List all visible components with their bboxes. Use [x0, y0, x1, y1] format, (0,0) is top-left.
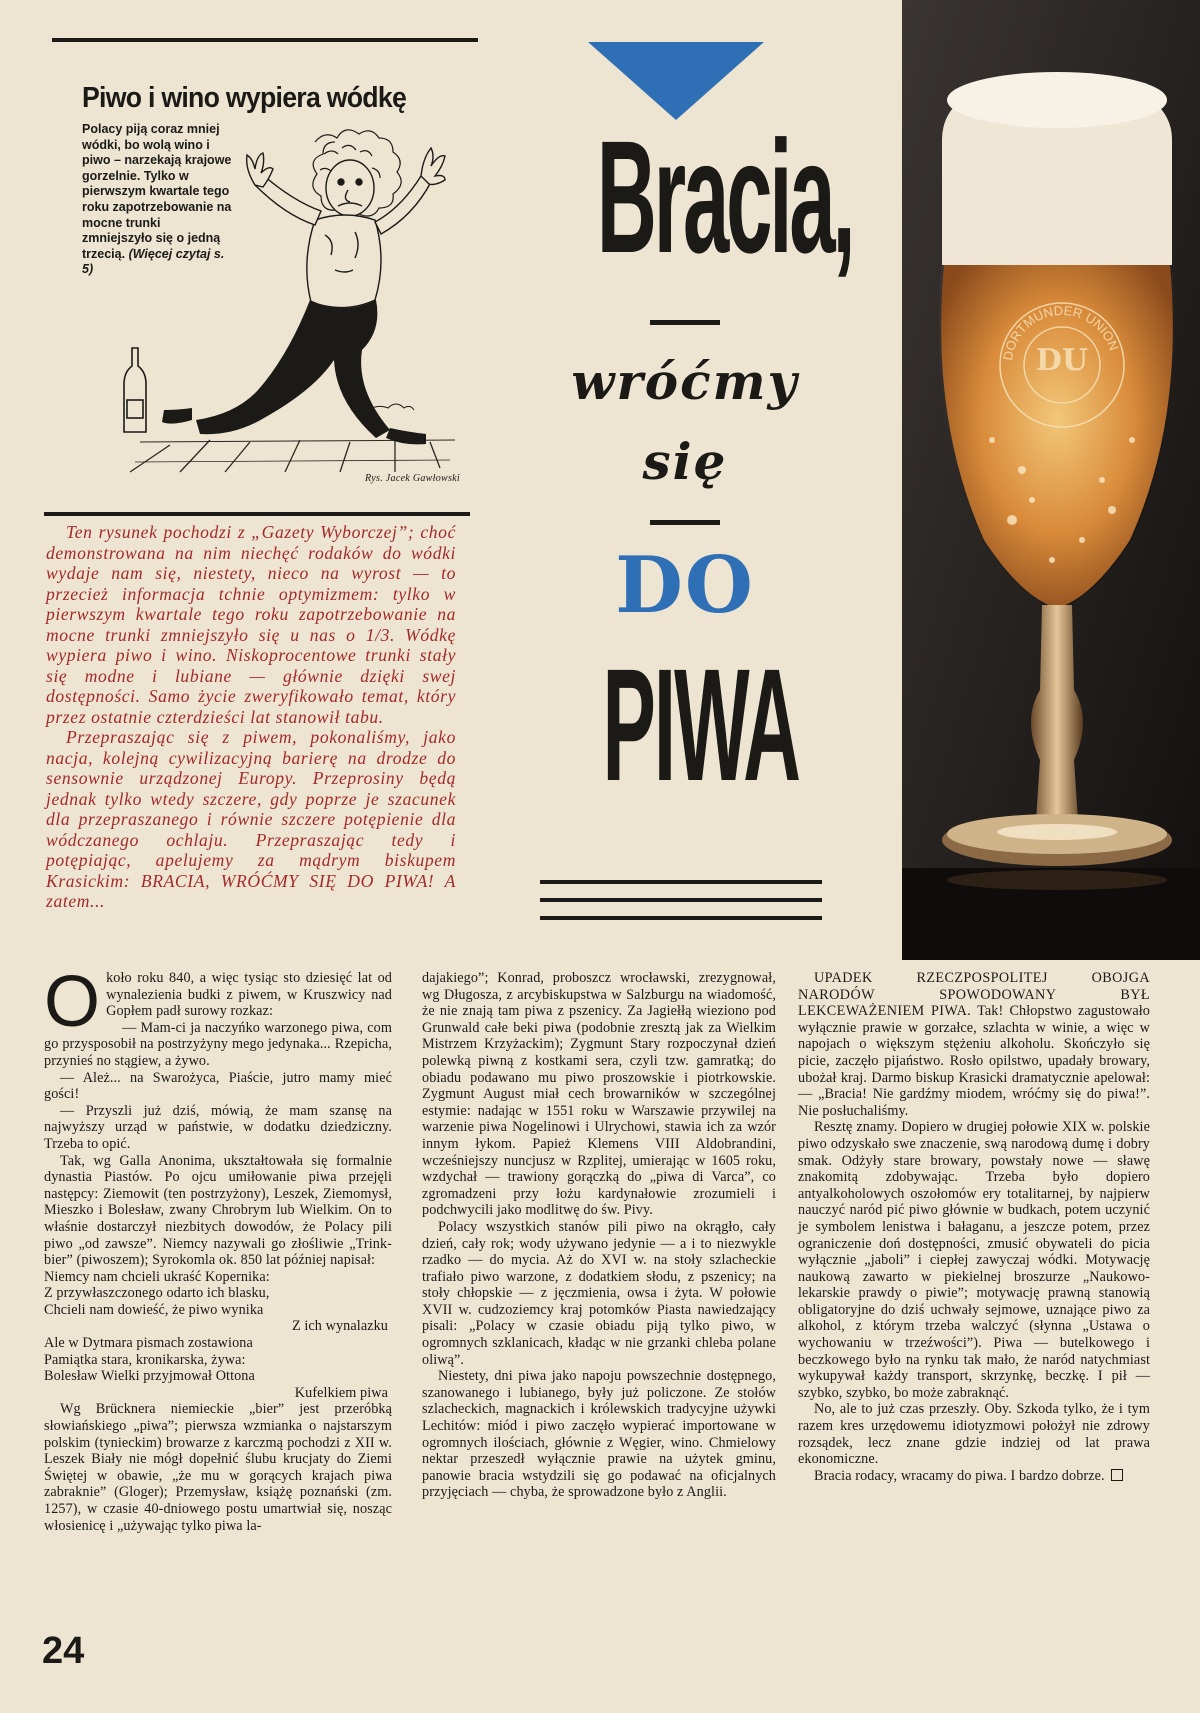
intro-text: [46, 522, 456, 912]
illustration-credit: Rys. Jacek Gawłowski: [365, 473, 460, 484]
glass-logo-letters: DU: [1035, 343, 1089, 378]
body-column-1: [44, 962, 392, 1534]
body-paragraph: UPADEK RZECZPOSPOLITEJ OBOJGA NARODÓW SPOWODOWANY BYŁ LEKCEWAŻENIEM PIWA. Tak! Chłopstwo zagustowało wyłącznie prawie w gorzałce, szlachta w winie, a więc w napojach o większym stężeniu alkoholu. Skończyło się picie, zaczęło pijaństwo. Rosło opilstwo, upadały browary, ubożał kraj. Darmo biskup Krasicki dramatycznie apelował: — „Bracia! Nie gardźmy miodem, wróćmy się do piwa!”. Nie posłuchaliśmy.: [798, 970, 1151, 1119]
inset-title: Piwo i wino wypiera wódkę: [82, 82, 407, 114]
headline-wrocmy: wróćmy: [571, 352, 799, 411]
top-rule: [52, 38, 478, 42]
body-column-2: [422, 970, 776, 1501]
page-number: 24: [42, 1630, 85, 1672]
headline-rule-2: [540, 898, 822, 902]
inset-text: [82, 122, 232, 278]
body-column-3: [798, 970, 1150, 1484]
poem-line: Kufelkiem piwa: [294, 1384, 388, 1401]
poem-line: Bolesław Wielki przyjmował Ottona: [44, 1368, 255, 1385]
headline-sie: się: [642, 432, 728, 491]
inset-body: Polacy piją coraz mniej wódki, bo wolą wino i piwo – narzekają krajowe gorzelnie. Tylko w pierwszym kwartale tego roku zapotrzebowanie na mocne trunki zmniejszyło się o jedną trzecią.: [82, 122, 232, 261]
inset-more-link: (Więcej czytaj s. 5): [82, 246, 225, 277]
poem-line: Ale w Dytmara pismach zostawiona: [44, 1335, 253, 1352]
body-paragraph: — Przyszli już dziś, mówią, że mam szansę na najwyższy urząd w państwie, w dodatku dziedziczny. Trzeba to opić.: [44, 1102, 392, 1152]
poem-quote: [44, 1269, 392, 1402]
drop-cap: O: [44, 962, 101, 1042]
caps-lead: UPADEK RZECZPOSPOLITEJ OBOJGA NARODÓW SPOWODOWANY BYŁ LEKCEWAŻENIEM PIWA.: [798, 970, 1150, 1020]
body-paragraph: Tak, wg Galla Anonima, ukształtowała się formalnie dynastia Piastów. Po ojcu umiłowanie piwa przejęli następcy: Ziemowit (ten postrzyżony), Leszek, Ziemomysł, Mieszko i Bolesław, zwany Chrobrym lub Wielkim. On to właśnie dostarczył niezbitych dowodów, że Polacy pili piwo „od zawsze”. Niemcy nazywali go złośliwie „Trink-bier” (piwoszem); Syrokomla ok. 850 lat później napisał:: [44, 1152, 392, 1269]
body-paragraph: No, ale to już czas przeszły. Oby. Szkoda tylko, że i tym razem kres urzędowemu idiotyzmowi położył nie zdrowy rozsądek, lecz znane gdzie indziej od lat prawa ekonomiczne.: [798, 1401, 1150, 1468]
bottle: [124, 348, 146, 432]
body-paragraph: Wg Brücknera niemieckie „bier” jest przeróbką słowiańskiego „piwa”; pierwsza wzmianka o najstarszym polskim (tynieckim) browarze z karczmą pochodzi z XII w. Leszek Biały nie mógł dopełnić ślubu krucjaty do Ziemi Świętej w obawie, „że mu w gorących krajach piwa zabraknie” (Gloger); Przemysław, książę poznański (zm. 1257), w czasie 40-dniowego postu umartwiał się, nosząc włosienicę i „używając tylko piwa la-: [44, 1401, 392, 1534]
glass-brand-text: DORTMUNDER UNION: [1000, 302, 1122, 362]
poem-line: Chcieli nam dowieść, że piwo wynika: [44, 1301, 264, 1318]
poem-line: Niemcy nam chcieli ukraść Kopernika:: [44, 1268, 270, 1285]
headline-piwa: PIWA: [602, 635, 799, 814]
body-paragraph: — Ależ... na Swarożyca, Piaście, jutro mamy mieć gości!: [44, 1069, 392, 1103]
headline-rule-1: [540, 880, 822, 884]
body-paragraph: dajakiego”; Konrad, proboszcz wrocławski, zrezygnował, wg Długosza, z arcybiskupstwa w Salzburgu na wiadomość, że nie znają tam piwa z pszenicy. Za Jagiełłą wieziono pod Grunwald całe beki piwa (podobnie zresztą jak za Wielkim Mistrzem Krzyżackim); Zygmunt Stary rozpoczynał dzień polewką piwną z kostkami sera, czyli tzw. gamratką; do obiadu podawano mu piwo proszowskie i piotrkowskie. Zygmunt August miał cech browarników w szczególnej estymie: nadając w 1551 roku w Warszawie przywilej na warzenie piwa Nogelinowi i Ulrychowi, stawia ich za wzór innym łykom. Papież Klemens VIII Aldobrandini, wcześniejszy nuncjusz w Rzplitej, umierając w 1605 roku, wzdychał — trawiony gorączką do „piwa di Varca”, co zgromadzeni przy łożu kardynałowie zrozumieli i podchwycili jako modlitwę do św. Pivy.: [422, 970, 776, 1219]
poem-line: Pamiątka stara, kronikarska, żywa:: [44, 1351, 246, 1368]
headline-dash-2: [650, 520, 720, 525]
headline-do: DO: [615, 540, 755, 631]
body-paragraph: Resztę znamy. Dopiero w drugiej połowie XIX w. polskie piwo odzyskało swe znaczenie, swą narodową dumę i dobry smak. Odżyły stare browary, powstały nowe — sławę znakomitą zdobywając. Trzeba było dopiero antyalkoholowych oszołomów ery totalitarnej, by najpierw nauczyć naród pić piwo głównie w budkach, potem uczynić je symbolem lenistwa i bałaganu, a jeszcze potem, przez ograniczenie doń dostępności, zmusić obywateli do picia wyłącznie „jaboli” i ciepłej zawyczaj wódki. Motywację naukową zawarto w piekielnej broszurze „Naukowo-lekarskie prawdy o piwie”; motywację prawną stanowią obligatoryjne do dziś uchwały sejmowe, uznające piwo za alkohol, z którym trzeba walczyć (słynna „Ustawa o wychowaniu w trzeźwości”). Piwa — butelkowego i beczkowego było na rynku tak mało, że naród natychmiast wykupywał każdy transport, skrzynkę, beczkę. I pił — szybko, szybko, bo może zabraknąć.: [798, 1119, 1150, 1401]
inset-bottom-rule: [44, 512, 470, 516]
poem-line: Z przywłaszczonego odarto ich blasku,: [44, 1285, 270, 1302]
body-paragraph: Około roku 840, a więc tysiąc sto dziesięć lat od wynalezienia budki z piwem, w Kruszwicy nad Gopłem padł surowy rozkaz:: [44, 962, 392, 1042]
headline-rule-3: [540, 916, 822, 920]
body-paragraph: Bracia rodacy, wracamy do piwa. I bardzo dobrze.: [798, 1468, 1150, 1485]
beer-glass-photo: [902, 0, 1200, 960]
headline-bracia: Bracia,: [596, 107, 853, 286]
poem-line: Z ich wynalazku: [291, 1318, 388, 1335]
end-mark-icon: [1111, 1469, 1123, 1481]
intro-paragraph-1: Ten rysunek pochodzi z „Gazety Wyborczej”; choć demonstrowana na nim niechęć rodaków do wódki wydaje nam się, niestety, nieco na wyrost — to przecież informacja tchnie optymizmem: tylko w pierwszym kwartale tego roku zapotrzebowanie na mocne trunki zmniejszyło się u nas o 1/3. Wódkę wypiera piwo i wino. Niskoprocentowe trunki stały się modne i lubiane — głównie dzięki swej dostępności. Samo życie zweryfikowało temat, który przez ostatnie czterdzieści lat stanowił tabu.: [46, 522, 456, 727]
body-paragraph: — Mam-ci ja naczyńko warzonego piwa, com go przysposobił na postrzyżyny mego jedynaka... Rzepicha, przynieś no stągiew, a żywo.: [44, 1019, 392, 1069]
intro-paragraph-2: Przepraszając się z piwem, pokonaliśmy, jako nacja, kolejną cywilizacyjną barierę na drodze do sensownie urządzonej Europy. Przeprosiny będą jednak tylko wtedy szczere, gdy poprze je szacunek dla przepraszanego i równie szczere potępienie dla wódczanego ochlaju. Przepraszając tedy i potępiając, apelujemy za mądrym biskupem Krasickim: BRACIA, WRÓĆMY SIĘ DO PIWA! A zatem...: [46, 727, 456, 911]
headline-dash-1: [650, 320, 720, 325]
body-paragraph: Niestety, dni piwa jako napoju powszechnie dostępnego, szanowanego i lubianego, były już policzone. Ze stołów szlacheckich, magnackich i królewskich tradycyjne używki Lechitów: miód i piwo zaczęło wypierać importowane w ogromnych ilościach, głównie z Węgier, wino. Chmielowy nektar przeszedł wyłącznie prawie na użytek gminu, panowie bracia wstydzili się go podawać na oficjalnych przyjęciach — chyba, że sprowadzone było z Anglii.: [422, 1368, 776, 1501]
body-paragraph: Polacy wszystkich stanów pili piwo na okrągło, cały dzień, cały rok; wody używano jedynie — a i to niezwykle rzadko — do mycia. Aż do XVI w. na stoły szlacheckie trafiało piwo warzone, z dodatkiem słodu, z pszenicy; na stoły chłopskie — z jęczmienia, owsa i żyta. W połowie XVII w. cudzoziemcy kraj potomków Piasta nawiedzający pisali: „Polacy w czasie obiadu piją tylko piwo, w ogromnych szklanicach, kładąc w nie grzanki chleba polane oliwą”.: [422, 1218, 776, 1368]
